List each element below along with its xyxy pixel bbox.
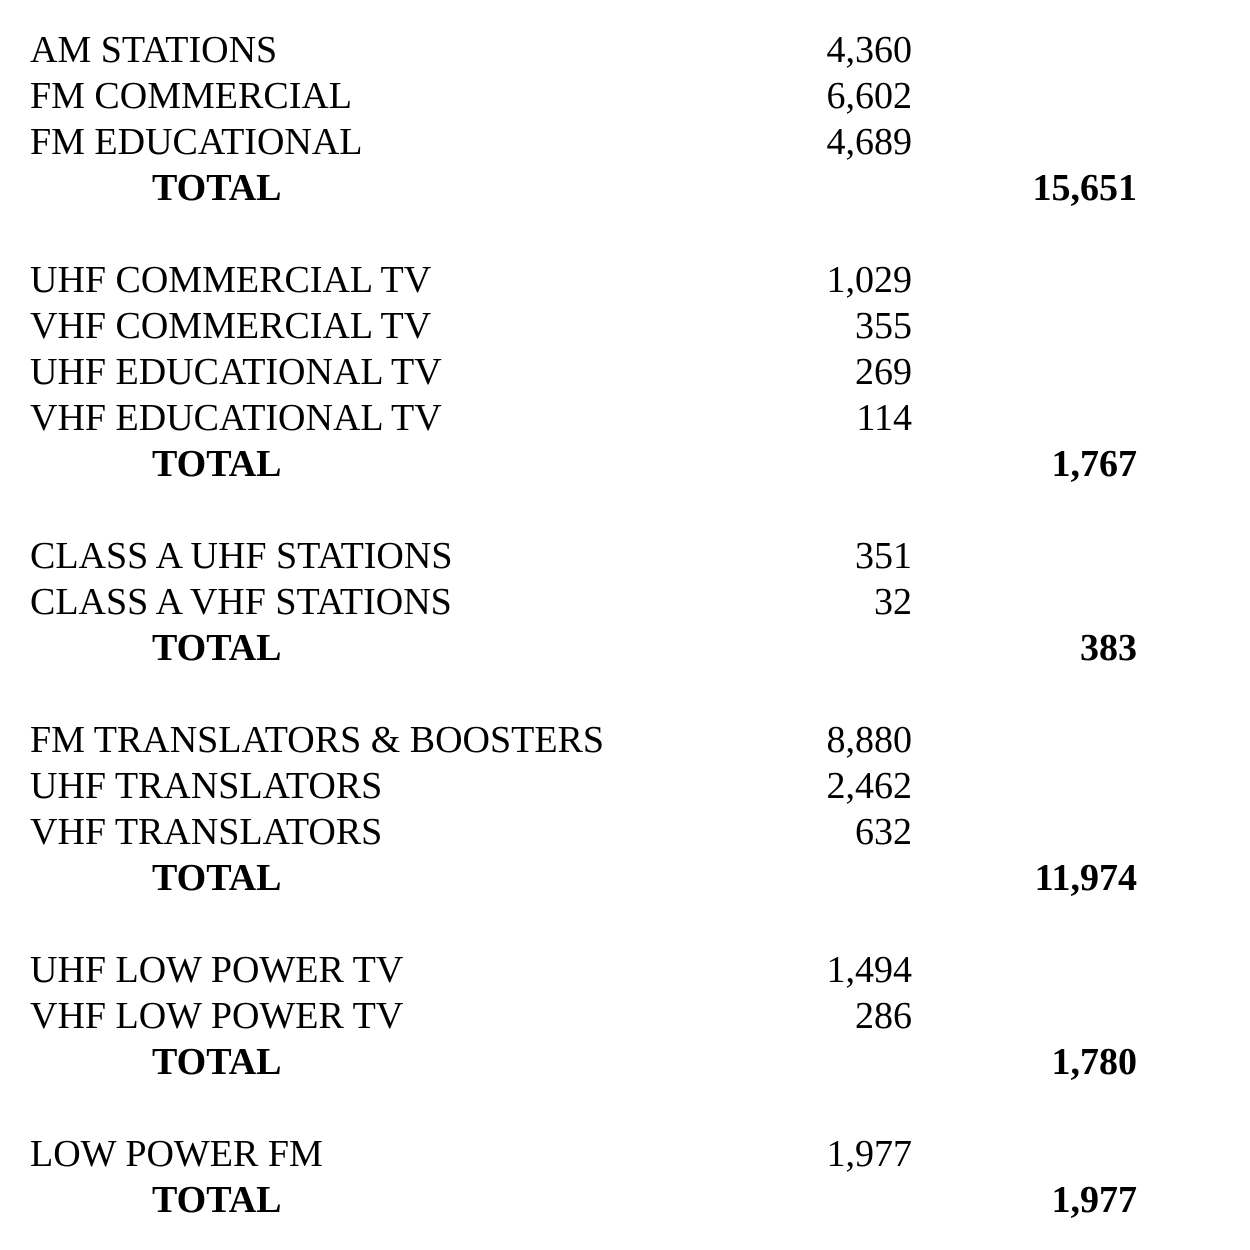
- station-type-label: AM STATIONS: [30, 29, 278, 71]
- group-spacer: [0, 487, 1250, 533]
- total-row: [0, 1039, 1250, 1085]
- station-type-label: UHF EDUCATIONAL TV: [30, 351, 442, 393]
- group-spacer: [0, 671, 1250, 717]
- station-count: 6,602: [826, 75, 912, 117]
- station-type-label: FM EDUCATIONAL: [30, 121, 363, 163]
- total-label: TOTAL: [152, 443, 282, 485]
- station-totals-table: [0, 27, 1250, 1223]
- table-row: [0, 947, 1250, 993]
- station-type-label: UHF TRANSLATORS: [30, 765, 383, 807]
- station-group: [0, 533, 1250, 671]
- group-total-value: 11,974: [1034, 857, 1137, 899]
- table-row: [0, 1131, 1250, 1177]
- station-group: [0, 257, 1250, 487]
- group-spacer: [0, 901, 1250, 947]
- station-type-label: FM TRANSLATORS & BOOSTERS: [30, 719, 605, 761]
- station-count: 4,360: [826, 29, 912, 71]
- total-row: [0, 1177, 1250, 1223]
- group-total-value: 1,780: [1051, 1041, 1137, 1083]
- station-group: [0, 717, 1250, 901]
- total-label: TOTAL: [152, 1179, 282, 1221]
- station-count: 8,880: [826, 719, 912, 761]
- station-count: 1,494: [826, 949, 912, 991]
- total-label: TOTAL: [152, 857, 282, 899]
- station-count: 32: [874, 581, 912, 623]
- group-spacer: [0, 211, 1250, 257]
- total-row: [0, 165, 1250, 211]
- station-count: 351: [855, 535, 912, 577]
- station-count: 4,689: [826, 121, 912, 163]
- table-row: [0, 257, 1250, 303]
- station-type-label: UHF COMMERCIAL TV: [30, 259, 432, 301]
- station-count: 355: [855, 305, 912, 347]
- station-type-label: VHF EDUCATIONAL TV: [30, 397, 442, 439]
- station-type-label: FM COMMERCIAL: [30, 75, 352, 117]
- group-total-value: 1,977: [1051, 1179, 1137, 1221]
- group-total-value: 383: [1080, 627, 1137, 669]
- total-label: TOTAL: [152, 627, 282, 669]
- station-type-label: VHF COMMERCIAL TV: [30, 305, 432, 347]
- station-type-label: LOW POWER FM: [30, 1133, 323, 1175]
- station-count: 269: [855, 351, 912, 393]
- station-count: 1,029: [826, 259, 912, 301]
- table-row: [0, 579, 1250, 625]
- station-count: 114: [856, 397, 912, 439]
- station-type-label: CLASS A UHF STATIONS: [30, 535, 453, 577]
- group-spacer: [0, 1085, 1250, 1131]
- table-row: [0, 395, 1250, 441]
- station-count: 632: [855, 811, 912, 853]
- table-row: [0, 349, 1250, 395]
- total-row: [0, 625, 1250, 671]
- station-type-label: VHF TRANSLATORS: [30, 811, 383, 853]
- group-total-value: 1,767: [1051, 443, 1137, 485]
- table-row: [0, 303, 1250, 349]
- table-row: [0, 73, 1250, 119]
- station-count: 1,977: [826, 1133, 912, 1175]
- station-group: [0, 947, 1250, 1085]
- station-count: 286: [855, 995, 912, 1037]
- table-row: [0, 809, 1250, 855]
- table-row: [0, 119, 1250, 165]
- table-row: [0, 717, 1250, 763]
- total-label: TOTAL: [152, 167, 282, 209]
- total-row: [0, 441, 1250, 487]
- total-label: TOTAL: [152, 1041, 282, 1083]
- station-type-label: UHF LOW POWER TV: [30, 949, 404, 991]
- table-row: [0, 533, 1250, 579]
- station-group: [0, 27, 1250, 211]
- table-row: [0, 27, 1250, 73]
- station-group: [0, 1131, 1250, 1223]
- station-count: 2,462: [826, 765, 912, 807]
- station-type-label: VHF LOW POWER TV: [30, 995, 404, 1037]
- total-row: [0, 855, 1250, 901]
- station-type-label: CLASS A VHF STATIONS: [30, 581, 452, 623]
- table-row: [0, 993, 1250, 1039]
- table-row: [0, 763, 1250, 809]
- group-total-value: 15,651: [1032, 167, 1137, 209]
